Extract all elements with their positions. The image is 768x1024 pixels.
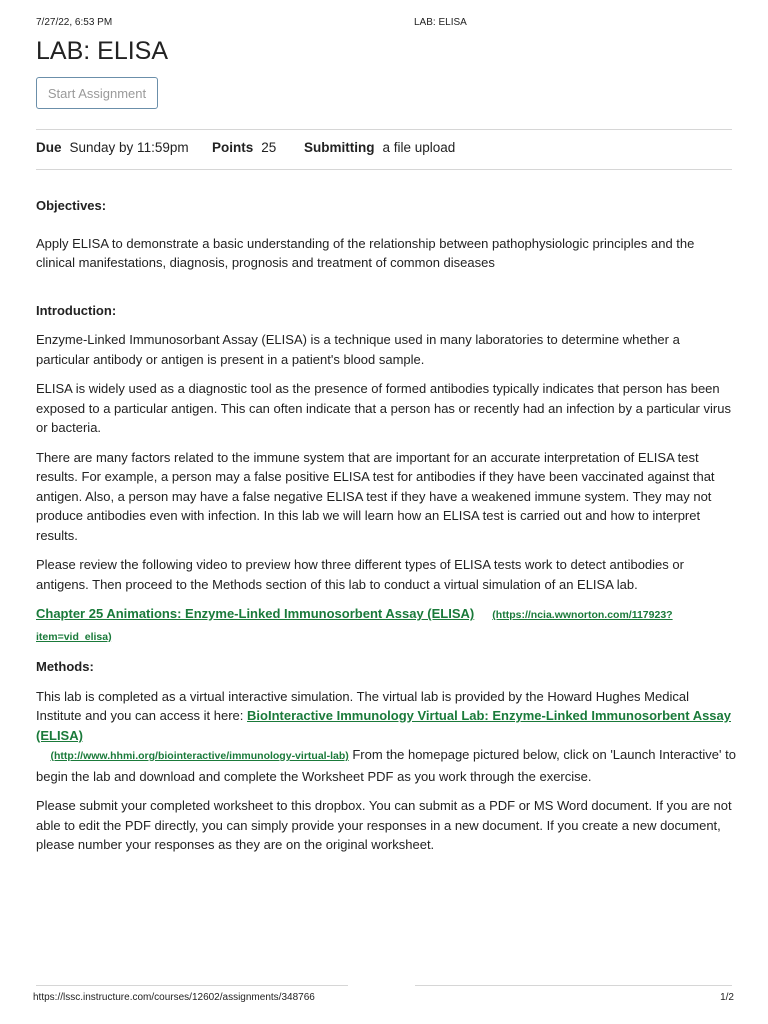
page-number: 1/2 xyxy=(720,992,734,1003)
due-label: Due xyxy=(36,140,62,155)
intro-paragraph: ELISA is widely used as a diagnostic tool as the presence of formed antibodies typically indicates that person has been exposed to a particular antigen. This can often indicate that a person has or recently had an infection by a particular virus or bacteria. xyxy=(36,381,731,435)
print-doc-title: LAB: ELISA xyxy=(414,17,467,28)
elisa-animation-url[interactable]: (https://ncia.wwnorton.com/117923?item=vid_elisa) xyxy=(36,609,673,643)
divider-bottom xyxy=(36,169,732,170)
objectives-heading: Objectives: xyxy=(36,198,107,213)
print-date: 7/27/22, 6:53 PM xyxy=(36,17,113,28)
methods-text-after: From the homepage pictured below, click on 'Launch Interactive' to begin the lab and download and complete the Worksheet PDF as you work through the exercise. xyxy=(36,747,736,784)
points-detail xyxy=(212,140,276,155)
objectives-text: Apply ELISA to demonstrate a basic understanding of the relationship between pathophysiologic principles and the clinical manifestations, diagnosis, prognosis and treatment of common diseases xyxy=(36,235,695,270)
introduction-heading: Introduction: xyxy=(36,302,117,318)
methods-paragraph xyxy=(36,687,736,787)
video-link-paragraph xyxy=(36,604,736,647)
due-value: Sunday by 11:59pm xyxy=(69,140,189,155)
submitting-detail xyxy=(304,140,455,155)
footer-divider-right xyxy=(415,985,732,986)
submitting-value: a file upload xyxy=(382,140,456,155)
points-value: 25 xyxy=(261,140,277,155)
intro-paragraph: There are many factors related to the immune system that are important for an accurate interpretation of ELISA test results. For example, a person may a false positive ELISA test for antibodies if they have been vaccinated against that antigen. Also, a person may have a false negative ELISA test if they have a weakened immune system. They may not produce antibodies even with infection. In this lab we will learn how an ELISA test is carried out and how to interpret results. xyxy=(36,449,715,543)
methods-paragraph: Please submit your completed worksheet to this dropbox. You can submit as a PDF or MS Word document. If you are not able to edit the PDF directly, you can simply provide your responses in a new document. If you create a new document, please number your responses as they are on the original worksheet. xyxy=(36,798,732,852)
print-header xyxy=(36,17,732,31)
hhmi-lab-url[interactable]: (http://www.hhmi.org/biointeractive/immunology-virtual-lab) xyxy=(50,750,349,762)
footer-divider-left xyxy=(36,985,348,986)
assignment-description xyxy=(36,196,736,865)
submitting-label: Submitting xyxy=(304,140,375,155)
start-assignment-button[interactable]: Start Assignment xyxy=(36,77,158,109)
methods-text-before: This lab is completed as a virtual interactive simulation. The virtual lab is provided by the Howard Hughes Medical Institute and you can access it here: xyxy=(36,688,689,723)
print-footer xyxy=(33,992,734,1006)
divider-top xyxy=(36,129,732,130)
methods-heading: Methods: xyxy=(36,659,94,674)
page-title: LAB: ELISA xyxy=(36,37,169,65)
print-url: https://lssc.instructure.com/courses/12602/assignments/348766 xyxy=(33,992,315,1003)
hhmi-lab-link[interactable]: BioInteractive Immunology Virtual Lab: Enzyme-Linked Immunosorbent Assay (ELISA) xyxy=(36,708,731,743)
elisa-animation-link[interactable]: Chapter 25 Animations: Enzyme-Linked Immunosorbent Assay (ELISA) xyxy=(36,606,475,621)
intro-paragraph: Enzyme-Linked Immunosorbant Assay (ELISA) is a technique used in many laboratories to determine whether a particular antibody or antigen is present in a patient's blood sample. xyxy=(36,332,680,367)
intro-paragraph: Please review the following video to preview how three different types of ELISA tests work to detect antibodies or antigens. Then proceed to the Methods section of this lab to conduct a virtual simulation of an ELISA lab. xyxy=(36,557,684,592)
due-detail xyxy=(36,140,189,155)
points-label: Points xyxy=(212,140,254,155)
